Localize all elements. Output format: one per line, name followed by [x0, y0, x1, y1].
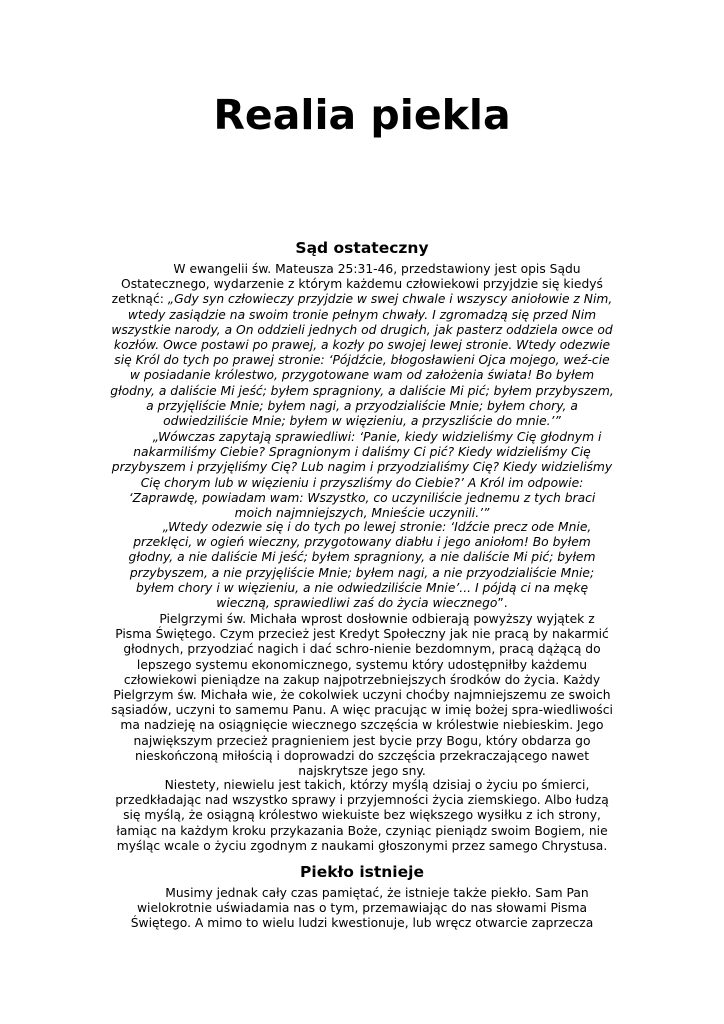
section-heading-sad-ostateczny: Sąd ostateczny	[295, 239, 429, 257]
paragraph: Musimy jednak cały czas pamiętać, że istnieje także piekło. Sam Pan wielokrotnie uświadamia nas o tym, przemawiając do nas słowami Pisma Świętego. A mimo to wielu ludzi kwestionuje, lub wręcz otwarcie zaprzecza	[130, 886, 594, 931]
paragraph-lead: W ewangelii św. Mateusza 25:31-46, przedstawiony jest opis Sądu Ostatecznego, wydarzenie z którym każdemu człowiekowi przyjdzie się kiedyś zetknąć:	[111, 262, 603, 307]
paragraph	[110, 262, 614, 429]
paragraph	[110, 520, 614, 611]
paragraph: Pielgrzymi św. Michała wprost dosłownie odbierają powyższy wyjątek z Pisma Świętego. Czym przecież jest Kredyt Społeczny jak nie pracą by nakarmić głodnych, przyodziać nagich i dać schro-nienie bezdomnym, pracą dążącą do lepszego systemu ekonomicznego, systemu który udostępniłby każdemu człowiekowi pieniądze na zakup najpotrzebniejszych środków do życia. Każdy Pielgrzym św. Michała wie, że cokolwiek uczyni choćby najmniejszemu ze swoich sąsiadów, uczyni to samemu Panu. A więc pracując w imię bożej spra-wiedliwości ma nadzieję na osiągnięcie wiecznego szczęścia w królestwie niebieskim. Jego największym przecież pragnieniem jest bycie przy Bogu, który obdarza go nieskończoną miłością i doprowadzi do szczęścia przekraczającego nawet najskrytsze jego sny.	[111, 612, 613, 779]
section-heading-pieklo-istnieje: Piekło istnieje	[300, 863, 424, 881]
document-title: Realia piekla	[213, 91, 511, 139]
paragraph: Niestety, niewielu jest takich, którzy myślą dzisiaj o życiu po śmierci, przedkładając nad wszystko sprawy i przyjemności życia ziemskiego. Albo łudzą się myślą, że osiągną królestwo wiekuiste bez większego wysiłku z ich strony, łamiąc na każdym kroku przykazania Boże, czyniąc pieniądz swoim Bogiem, nie myśląc wcale o życiu zgodnym z naukami głoszonymi przez samego Chrystusa.	[115, 778, 609, 853]
scripture-quote: „Gdy syn człowieczy przyjdzie w swej chwale i wszyscy aniołowie z Nim, wtedy zasiądzie na swoim tronie pełnym chwały. I zgromadzą się przed Nim wszystkie narody, a On oddzieli jednych od drugich, jak pasterz oddziela owce od kozłów. Owce postawi po prawej, a kozły po swojej lewej stronie. Wtedy odezwie się Król do tych po prawej stronie: ‘Pójdźcie, błogosławieni Ojca mojego, weź-cie w posiadanie królestwo, przygotowane wam od założenia świata! Bo byłem głodny, a daliście Mi jeść; byłem spragniony, a daliście Mi pić; byłem przybyszem, a przyjęliście Mnie; byłem nagi, a przyodzialiście Mnie; byłem chory, a odwiedziliście Mnie; byłem w więzieniu, a przyszliście do mnie.’”	[110, 292, 614, 429]
quote-tail: ”.	[497, 596, 508, 611]
scripture-quote: „Wtedy odezwie się i do tych po lewej stronie: ‘Idźcie precz ode Mnie, przeklęci, w ogień wieczny, przygotowany diabłu i jego aniołom! Bo byłem głodny, a nie daliście Mi jeść; byłem spragniony, a nie daliście Mi pić; byłem przybyszem, a nie przyjęliście Mnie; byłem nagi, a nie przyodzialiście Mnie; byłem chory i w więzieniu, a nie odwiedziliście Mnie’... I pójdą ci na mękę wieczną, sprawiedliwi zaś do życia wiecznego	[128, 520, 596, 611]
scripture-quote-paragraph: „Wówczas zapytają sprawiedliwi: ‘Panie, kiedy widzieliśmy Cię głodnym i nakarmiliśmy Ciebie? Spragnionym i daliśmy Ci pić? Kiedy widzieliśmy Cię przybyszem i przyjęliśmy Cię? Lub nagim i przyodzialiśmy Cię? Kiedy widzieliśmy Cię chorym lub w więzieniu i przyszliśmy do Ciebie?’ A Król im odpowie: ‘Zaprawdę, powiadam wam: Wszystko, co uczyniliście jednemu z tych braci moich najmniejszych, Mnieście uczynili.’”	[111, 430, 613, 521]
